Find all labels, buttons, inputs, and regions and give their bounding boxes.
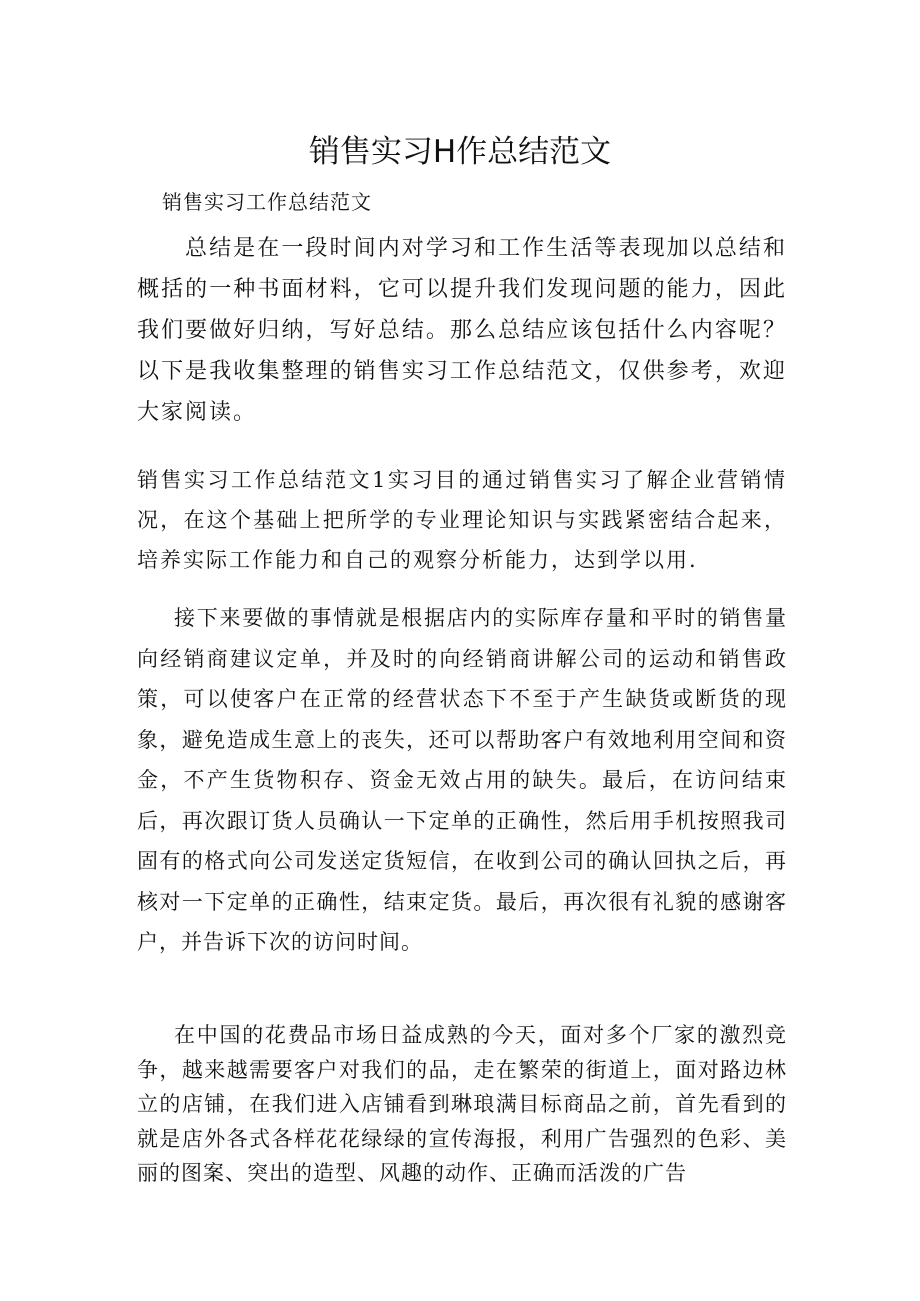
document-subtitle: 销售实习工作总结范文 — [162, 190, 372, 214]
example-one-paragraph: 销售实习工作总结范文1实习目的通过销售实习了解企业营销情况，在这个基础上把所学的专业理论知识与实践紧密结合起来，培养实际工作能力和自己的观察分析能力，达到学以用. — [137, 468, 787, 572]
ordering-process-paragraph: 接下来要做的事情就是根据店内的实际库存量和平时的销售量向经销商建议定单，并及时的向经销商讲解公司的运动和销售政策，可以使客户在正常的经营状态下不至于产生缺货或断货的现象，避免造成生意上的丧失，还可以帮助客户有效地利用空间和资金，不产生货物积存、资金无效占用的缺失。最后，在访问结束后，再次跟订货人员确认一下定单的正确性，然后用手机按照我司固有的格式向公司发送定货短信，在收到公司的确认回执之后，再核对一下定单的正确性，结束定货。最后，再次很有礼貌的感谢客户，并告诉下次的访问时间。 — [137, 606, 787, 954]
intro-paragraph: 总结是在一段时间内对学习和工作生活等表现加以总结和概括的一种书面材料，它可以提升我们发现问题的能力，因此我们要做好归纳，写好总结。那么总结应该包括什么内容呢？以下是我收集整理的销售实习工作总结范文，仅供参考，欢迎大家阅读。 — [137, 236, 787, 425]
market-advertising-paragraph: 在中国的花费品市场日益成熟的今天，面对多个厂家的激烈竞争，越来越需要客户对我们的品，走在繁荣的街道上，面对路边林立的店铺，在我们进入店铺看到琳琅满目标商品之前，首先看到的就是店外各式各样花花绿绿的宣传海报，利用广告强烈的色彩、美丽的图案、突出的造型、风趣的动作、正确而活泼的广告 — [137, 1023, 787, 1185]
document-title: 销售实习H作总结范文 — [308, 134, 612, 170]
